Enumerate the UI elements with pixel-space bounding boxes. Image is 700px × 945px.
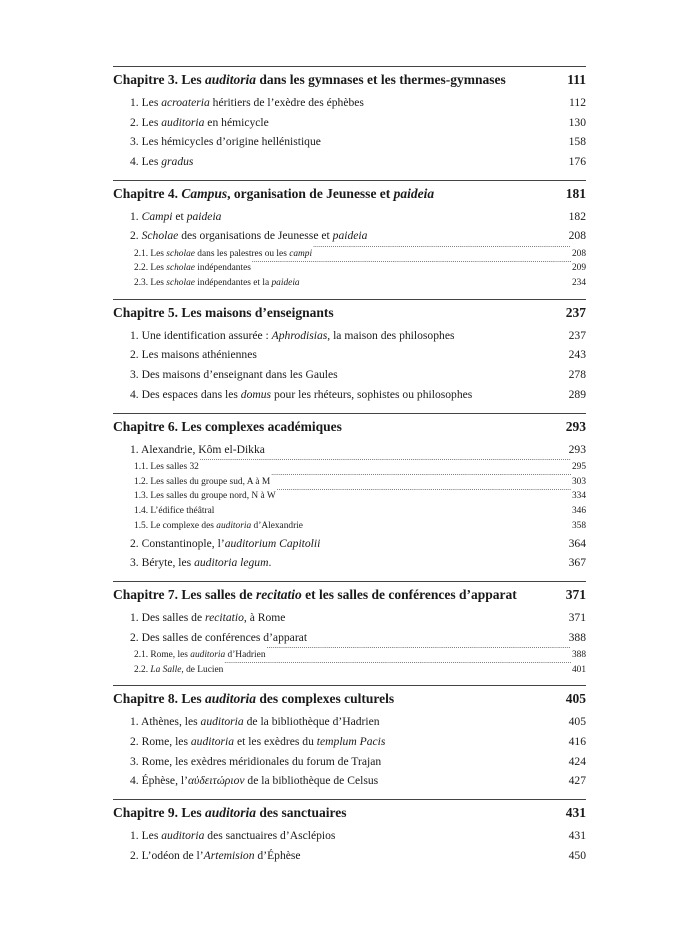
- toc-entry-title: 3. Des maisons d’enseignant dans les Gaules: [130, 368, 338, 382]
- toc-page-number: 234: [571, 278, 586, 289]
- dot-leader: [302, 847, 568, 859]
- dot-leader: [270, 114, 568, 126]
- toc-page-number: 278: [568, 368, 586, 382]
- toc-section: [113, 826, 586, 846]
- dot-leader: [395, 690, 565, 704]
- toc-page-number: 405: [568, 715, 586, 729]
- toc-section: [113, 152, 586, 172]
- toc-chapter: [113, 66, 586, 93]
- toc-subsection: [113, 474, 586, 489]
- toc-entry-title: 2. Les auditoria en hémicycle: [130, 115, 269, 129]
- toc-page-number: 237: [565, 304, 586, 320]
- toc-entry-title: Chapitre 6. Les complexes académiques: [113, 418, 342, 434]
- dot-leader: [224, 662, 571, 671]
- toc-subsection: [113, 246, 586, 261]
- dot-leader: [348, 803, 565, 817]
- dot-leader: [473, 386, 567, 398]
- toc-chapter: [113, 180, 586, 207]
- toc-section: [113, 326, 586, 346]
- toc-section: [113, 553, 586, 573]
- toc-page-number: 427: [568, 774, 586, 788]
- toc-entry-title: 1. Alexandrie, Kôm el-Dikka: [130, 442, 265, 456]
- toc-page-number: 111: [567, 72, 586, 87]
- toc-entry-title: 1.1. Les salles 32: [134, 461, 199, 472]
- toc-section: [113, 93, 586, 113]
- toc-entry-title: 2.3. Les scholae indépendantes et la paideia: [134, 278, 300, 289]
- toc-page-number: 424: [568, 754, 586, 768]
- toc-subsection: [113, 261, 586, 276]
- dot-leader: [386, 733, 567, 745]
- dot-leader: [215, 504, 571, 513]
- toc-chapter: [113, 581, 586, 608]
- toc-section: [113, 752, 586, 772]
- toc-page-number: 208: [571, 248, 586, 259]
- toc-entry-title: 4. Les gradus: [130, 155, 194, 169]
- toc-section: [113, 345, 586, 365]
- toc-page-number: 358: [571, 521, 586, 532]
- toc-entry-title: 4. Des espaces dans les domus pour les rhéteurs, sophistes ou philosophes: [130, 387, 473, 401]
- toc-chapter: [113, 299, 586, 326]
- toc-entry-title: 1. Athènes, les auditoria de la bibliothèque d’Hadrien: [130, 715, 380, 729]
- toc-page-number: 209: [571, 263, 586, 274]
- toc-entry-title: 1.2. Les salles du groupe sud, A à M: [134, 476, 271, 487]
- toc-entry-title: 2.2. Les scholae indépendantes: [134, 263, 251, 274]
- toc-entry-title: 1. Les auditoria des sanctuaires d’Asclépios: [130, 828, 336, 842]
- toc-page-number: 295: [571, 461, 586, 472]
- toc-page-number: 130: [568, 115, 586, 129]
- toc-page-number: 431: [565, 804, 586, 820]
- toc-entry-title: Chapitre 8. Les auditoria des complexes culturels: [113, 691, 395, 707]
- dot-leader: [301, 276, 571, 285]
- toc-entry-title: 3. Rome, les exèdres méridionales du forum de Trajan: [130, 754, 382, 768]
- toc-subsection: [113, 459, 586, 474]
- dot-leader: [277, 489, 571, 498]
- toc-page-number: 401: [571, 664, 586, 675]
- toc-page-number: 450: [568, 848, 586, 862]
- toc-entry-title: 2.1. Les scholae dans les palestres ou les campi: [134, 248, 313, 259]
- toc-subsection: [113, 489, 586, 504]
- dot-leader: [271, 474, 571, 483]
- toc-section: [113, 771, 586, 791]
- dot-leader: [252, 261, 571, 270]
- toc-page-number: 181: [565, 185, 586, 201]
- toc-entry-title: 4. Éphèse, l’αὐδειτώριον de la bibliothèque de Celsus: [130, 774, 379, 788]
- toc-entry-title: 3. Les hémicycles d’origine hellénistique: [130, 135, 321, 149]
- toc-chapter: [113, 799, 586, 826]
- dot-leader: [365, 94, 568, 106]
- toc-page-number: 371: [565, 587, 586, 603]
- toc-entry-title: 1. Une identification assurée : Aphrodisias, la maison des philosophes: [130, 328, 455, 342]
- dot-leader: [336, 827, 567, 839]
- dot-leader: [455, 327, 567, 339]
- dot-leader: [382, 753, 567, 765]
- toc-entry-title: 2. Des salles de conférences d’apparat: [130, 630, 308, 644]
- toc-entry-title: 2.1. Rome, les auditoria d’Hadrien: [134, 649, 266, 660]
- dot-leader: [435, 184, 565, 198]
- toc-entry-title: 2. Constantinople, l’auditorium Capitolii: [130, 536, 321, 550]
- toc-page-number: 334: [571, 491, 586, 502]
- toc-page-number: 388: [571, 649, 586, 660]
- toc-subsection: [113, 276, 586, 291]
- toc-section: [113, 385, 586, 405]
- toc-section: [113, 132, 586, 152]
- toc-section: [113, 732, 586, 752]
- toc-entry-title: 2. Les maisons athéniennes: [130, 348, 257, 362]
- toc-page-number: 176: [568, 155, 586, 169]
- toc-subsection: [113, 504, 586, 519]
- toc-page-number: 112: [569, 96, 586, 109]
- toc-page-number: 371: [568, 611, 586, 625]
- toc-subsection: [113, 519, 586, 534]
- toc-page-number: 243: [568, 348, 586, 362]
- toc-section: [113, 846, 586, 866]
- dot-leader: [272, 555, 567, 567]
- dot-leader: [304, 519, 571, 528]
- toc-page-number: 303: [571, 476, 586, 487]
- toc-chapter: [113, 685, 586, 712]
- dot-leader: [343, 417, 565, 431]
- dot-leader: [194, 153, 567, 165]
- toc-entry-title: 2.2. La Salle, de Lucien: [134, 664, 224, 675]
- dot-leader: [339, 367, 568, 379]
- toc-page-number: 388: [568, 630, 586, 644]
- toc-page-number: 416: [568, 734, 586, 748]
- dot-leader: [368, 228, 567, 240]
- toc-page-number: 431: [568, 828, 586, 842]
- dot-leader: [507, 71, 566, 85]
- toc-page-number: 289: [568, 387, 586, 401]
- dot-leader: [200, 459, 571, 468]
- table-of-contents: [113, 66, 586, 865]
- toc-section: [113, 534, 586, 554]
- toc-section: [113, 365, 586, 385]
- toc-section: [113, 628, 586, 648]
- toc-entry-title: 3. Béryte, les auditoria legum.: [130, 556, 272, 570]
- toc-entry-title: Chapitre 3. Les auditoria dans les gymnases et les thermes-gymnases: [113, 72, 506, 87]
- toc-page-number: 346: [571, 506, 586, 517]
- toc-page-number: 364: [568, 536, 586, 550]
- toc-entry-title: 1. Des salles de recitatio, à Rome: [130, 611, 286, 625]
- toc-section: [113, 113, 586, 133]
- toc-entry-title: Chapitre 4. Campus, organisation de Jeunesse et paideia: [113, 185, 435, 201]
- toc-page-number: 158: [568, 135, 586, 149]
- dot-leader: [321, 535, 567, 547]
- toc-page-number: 405: [565, 691, 586, 707]
- dot-leader: [222, 208, 567, 220]
- toc-entry-title: 2. L’odéon de l’Artemision d’Éphèse: [130, 848, 301, 862]
- toc-page-number: 293: [568, 442, 586, 456]
- toc-entry-title: Chapitre 7. Les salles de recitatio et les salles de conférences d’apparat: [113, 587, 517, 603]
- toc-entry-title: 2. Scholae des organisations de Jeunesse et paideia: [130, 229, 368, 243]
- toc-section: [113, 608, 586, 628]
- toc-page-number: 182: [568, 209, 586, 223]
- dot-leader: [518, 586, 565, 600]
- dot-leader: [286, 609, 567, 621]
- toc-section: [113, 207, 586, 227]
- toc-page-number: 208: [568, 229, 586, 243]
- dot-leader: [266, 441, 568, 453]
- toc-section: [113, 712, 586, 732]
- dot-leader: [313, 246, 571, 255]
- toc-entry-title: 1.4. L’édifice théâtral: [134, 506, 215, 517]
- toc-section: [113, 226, 586, 246]
- dot-leader: [381, 714, 568, 726]
- toc-entry-title: 1. Campi et paideia: [130, 209, 222, 223]
- toc-page-number: 367: [568, 556, 586, 570]
- dot-leader: [335, 303, 565, 317]
- dot-leader: [322, 134, 568, 146]
- toc-section: [113, 440, 586, 460]
- toc-subsection: [113, 647, 586, 662]
- dot-leader: [379, 773, 567, 785]
- toc-entry-title: 2. Rome, les auditoria et les exèdres du templum Pacis: [130, 734, 386, 748]
- toc-page-number: 237: [568, 328, 586, 342]
- toc-entry-title: Chapitre 5. Les maisons d’enseignants: [113, 304, 334, 320]
- toc-entry-title: Chapitre 9. Les auditoria des sanctuaires: [113, 804, 347, 820]
- toc-subsection: [113, 662, 586, 677]
- dot-leader: [308, 629, 568, 641]
- toc-entry-title: 1.3. Les salles du groupe nord, N à W: [134, 491, 276, 502]
- toc-page-number: 293: [565, 418, 586, 434]
- dot-leader: [267, 647, 571, 656]
- toc-entry-title: 1. Les acroateria héritiers de l’exèdre des éphèbes: [130, 96, 364, 109]
- dot-leader: [258, 347, 568, 359]
- toc-chapter: [113, 413, 586, 440]
- toc-entry-title: 1.5. Le complexe des auditoria d’Alexandrie: [134, 521, 303, 532]
